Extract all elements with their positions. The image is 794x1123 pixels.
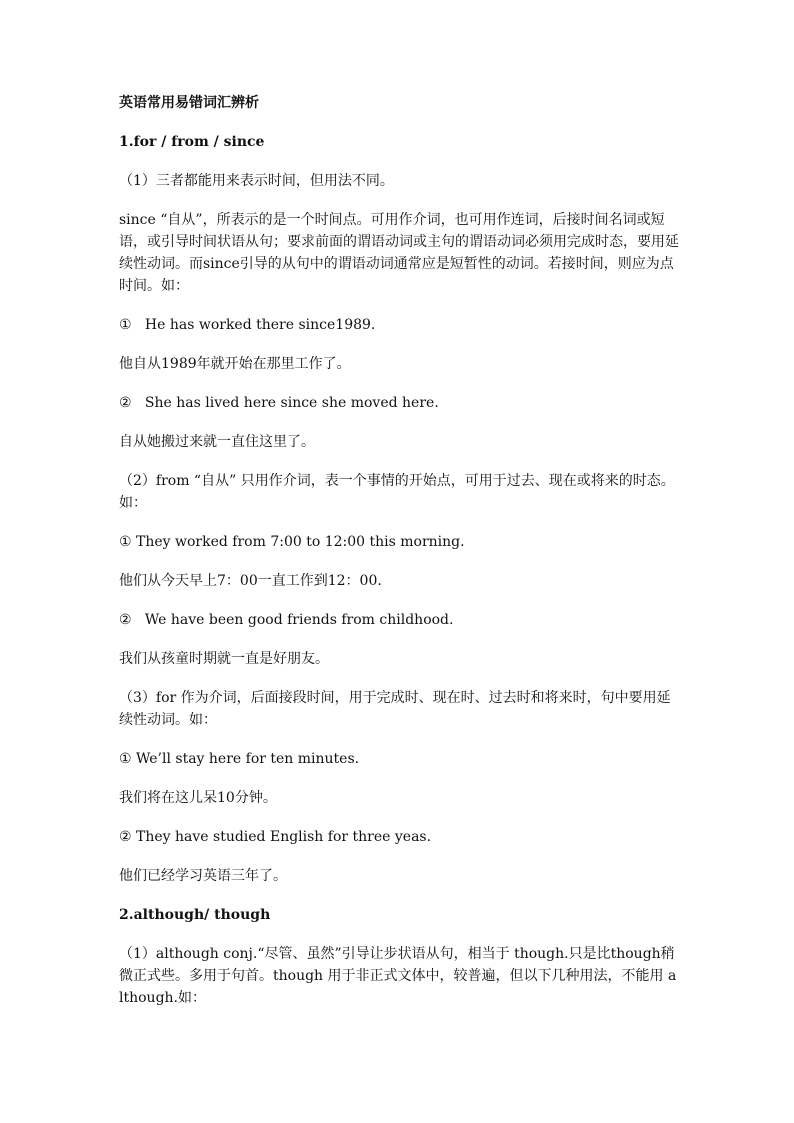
example-sentence: ① He has worked there since1989. [119,317,376,333]
example-sentence: ② She has lived here since she moved here. [119,395,439,411]
example-translation: 自从她搬过来就一直住这里了。 [119,434,315,450]
example-translation: 他们从今天早上7：00一直工作到12：00. [119,573,382,589]
example-translation: 我们从孩童时期就一直是好朋友。 [119,651,329,667]
example-sentence: ② They have studied English for three yeas. [119,829,432,845]
example-sentence: ① We’ll stay here for ten minutes. [119,751,360,767]
example-sentence: ② We have been good friends from childhood. [119,612,454,628]
paragraph: （1）although conj.“尽管、虽然”引导让步状语从句，相当于 though.只是比though稍微正式些。多用于句首。though 用于非正式文体中，较普遍，但以下几种用法，不能用 although.如： [119,946,677,1006]
section-heading-2: 2.although/ though [119,907,271,923]
example-translation: 我们将在这儿呆10分钟。 [119,790,277,806]
document-title: 英语常用易错词汇辨析 [119,95,259,111]
paragraph: （3）for 作为介词，后面接段时间，用于完成时、现在时、过去时和将来时，句中要用延续性动词。如： [119,690,671,728]
example-translation: 他自从1989年就开始在那里工作了。 [119,356,351,372]
section-heading-1: 1.for / from / since [119,134,265,150]
example-translation: 他们已经学习英语三年了。 [119,868,287,884]
paragraph: （1）三者都能用来表示时间，但用法不同。 [119,173,394,189]
document-page [119,92,679,1026]
example-sentence: ① They worked from 7:00 to 12:00 this morning. [119,534,465,550]
paragraph: （2）from “自从” 只用作介词，表一个事情的开始点，可用于过去、现在或将来的时态。如： [119,473,675,511]
paragraph: since “自从”，所表示的是一个时间点。可用作介词，也可用作连词，后接时间名词或短语，或引导时间状语从句；要求前面的谓语动词或主句的谓语动词必须用完成时态，要用延续性动词。而since引导的从句中的谓语动词通常应是短暂性的动词。若接时间，则应为点时间。如： [119,212,679,294]
